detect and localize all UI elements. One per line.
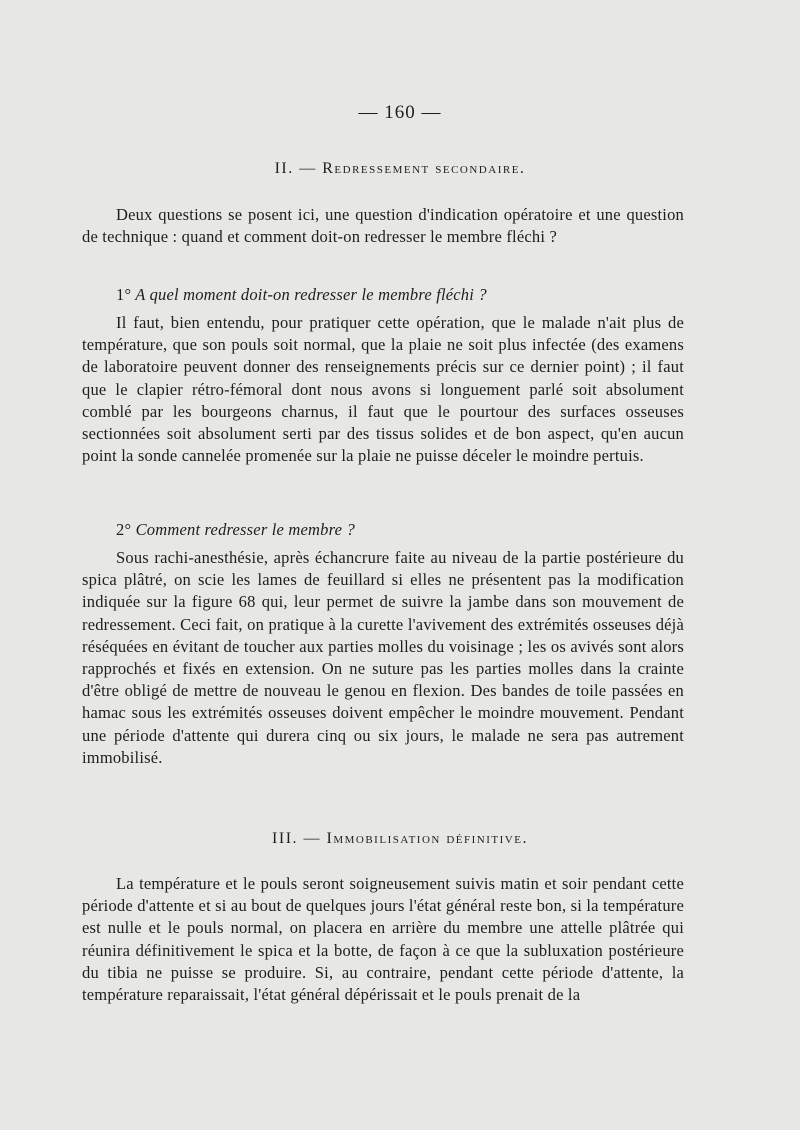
answer-1-paragraph: Il faut, bien entendu, pour pratiquer cette opération, que le malade n'ait plus de température, que son pouls soit normal, que la plaie ne soit plus infectée (des examens de laboratoire peuvent donner des renseignements précis sur ce dernier point) ; il faut que le clapier rétro-fémoral dont nous avons si longuement parlé soit absolument comblé par les bourgeons charnus, il faut que le pourtour des surfaces osseuses sectionnées soit absolument serti par des tissus solides et de bon aspect, qu'en aucun point la sonde cannelée promenée sur la plaie ne puisse déceler le moindre pertuis.: [82, 313, 684, 466]
section-title: Redressement secondaire.: [322, 160, 526, 177]
question-1: [82, 284, 684, 306]
section-heading-3: [0, 830, 800, 848]
paragraph-3: La température et le pouls seront soigneusement suivis matin et soir pendant cette période d'attente et si au bout de quelques jours l'état général reste bon, si la température est nulle et le pouls normal, on placera en arrière du membre une attelle plâtrée qui réunira définitivement le spica et la botte, de façon à ce que la subluxation postérieure du tibia ne puisse se produire. Si, au contraire, pendant cette période d'attente, la température reparaissait, l'état général dépérissait et le pouls prenait de la: [82, 874, 684, 1005]
question-number: 1°: [116, 285, 132, 304]
question-text: Comment redresser le membre ?: [135, 520, 355, 539]
page-number: — 160 —: [358, 102, 442, 123]
section-heading-2: [0, 160, 800, 178]
section-title: Immobilisation définitive.: [326, 830, 528, 847]
intro-paragraph: Deux questions se posent ici, une question d'indication opératoire et une question de technique : quand et comment doit-on redresser le membre fléchi ?: [82, 205, 684, 247]
section-dash: —: [299, 160, 317, 177]
section-dash: —: [303, 830, 322, 847]
question-number: 2°: [116, 520, 132, 539]
answer-2-paragraph: Sous rachi-anesthésie, après échancrure faite au niveau de la partie postérieure du spica plâtré, on scie les lames de feuillard si elles ne présentent pas la modification indiquée sur la figure 68 qui, leur permet de suivre la jambe dans son mouvement de redressement. Ceci fait, on pratique à la curette l'avivement des extrémités osseuses déjà réséquées en évitant de toucher aux parties molles du voisinage ; les os avivés sont alors rapprochés et fixés en extension. On ne suture pas les parties molles dans la crainte d'être obligé de mettre de nouveau le genou en flexion. Des bandes de toile passées en hamac sous les extrémités osseuses doivent empêcher le moindre mouvement. Pendant une période d'attente qui durera cinq ou six jours, le malade ne sera pas autrement immobilisé.: [82, 548, 684, 767]
section-numeral: II.: [274, 160, 294, 177]
question-2: [82, 519, 684, 541]
section-numeral: III.: [272, 830, 299, 847]
question-text: A quel moment doit-on redresser le membre fléchi ?: [135, 285, 487, 304]
